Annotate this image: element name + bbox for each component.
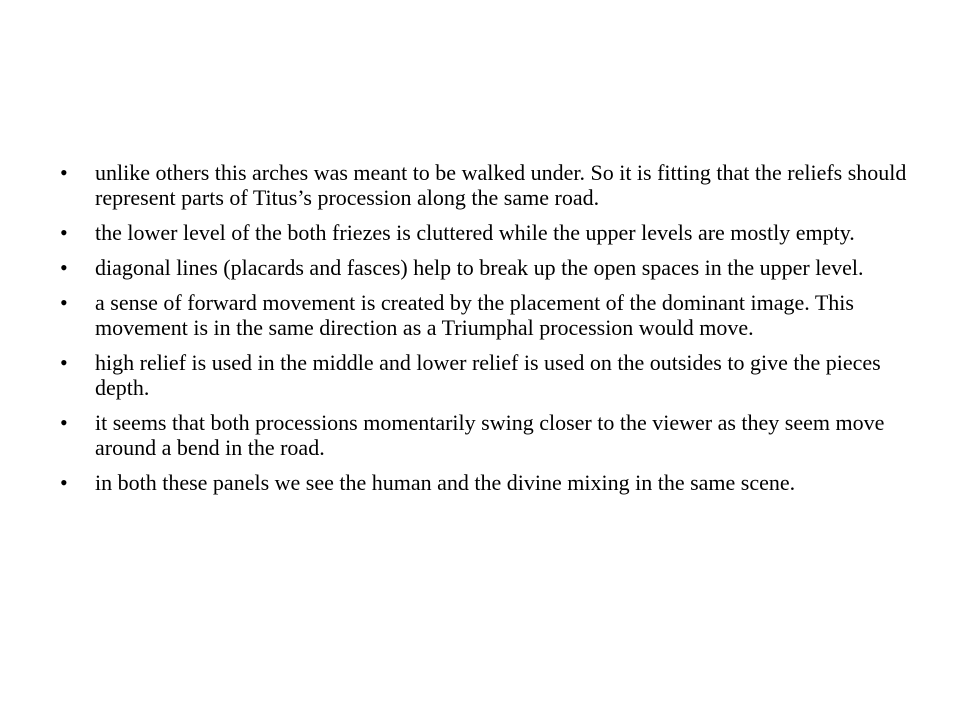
bullet-item — [60, 255, 910, 280]
bullet-item — [60, 350, 910, 400]
bullet-text: diagonal lines (placards and fasces) help to break up the open spaces in the upper level. — [95, 255, 864, 280]
bullet-icon: • — [60, 290, 68, 315]
bullet-icon: • — [60, 160, 68, 185]
bullet-text: the lower level of the both friezes is cluttered while the upper levels are mostly empty. — [95, 220, 855, 245]
bullet-icon: • — [60, 220, 68, 245]
bullet-list — [60, 160, 910, 505]
bullet-item — [60, 160, 910, 210]
bullet-icon: • — [60, 350, 68, 375]
bullet-text: a sense of forward movement is created by the placement of the dominant image. This movement is in the same direction as a Triumphal procession would move. — [95, 290, 854, 340]
bullet-icon: • — [60, 410, 68, 435]
bullet-text: unlike others this arches was meant to be walked under. So it is fitting that the reliefs should represent parts of Titus’s procession along the same road. — [95, 160, 907, 210]
bullet-text: it seems that both processions momentarily swing closer to the viewer as they seem move around a bend in the road. — [95, 410, 885, 460]
bullet-icon: • — [60, 470, 68, 495]
bullet-item — [60, 290, 910, 340]
bullet-item — [60, 220, 910, 245]
bullet-text: in both these panels we see the human and the divine mixing in the same scene. — [95, 470, 796, 495]
bullet-item — [60, 470, 910, 495]
bullet-item — [60, 410, 910, 460]
bullet-icon: • — [60, 255, 68, 280]
bullet-text: high relief is used in the middle and lower relief is used on the outsides to give the pieces depth. — [95, 350, 881, 400]
